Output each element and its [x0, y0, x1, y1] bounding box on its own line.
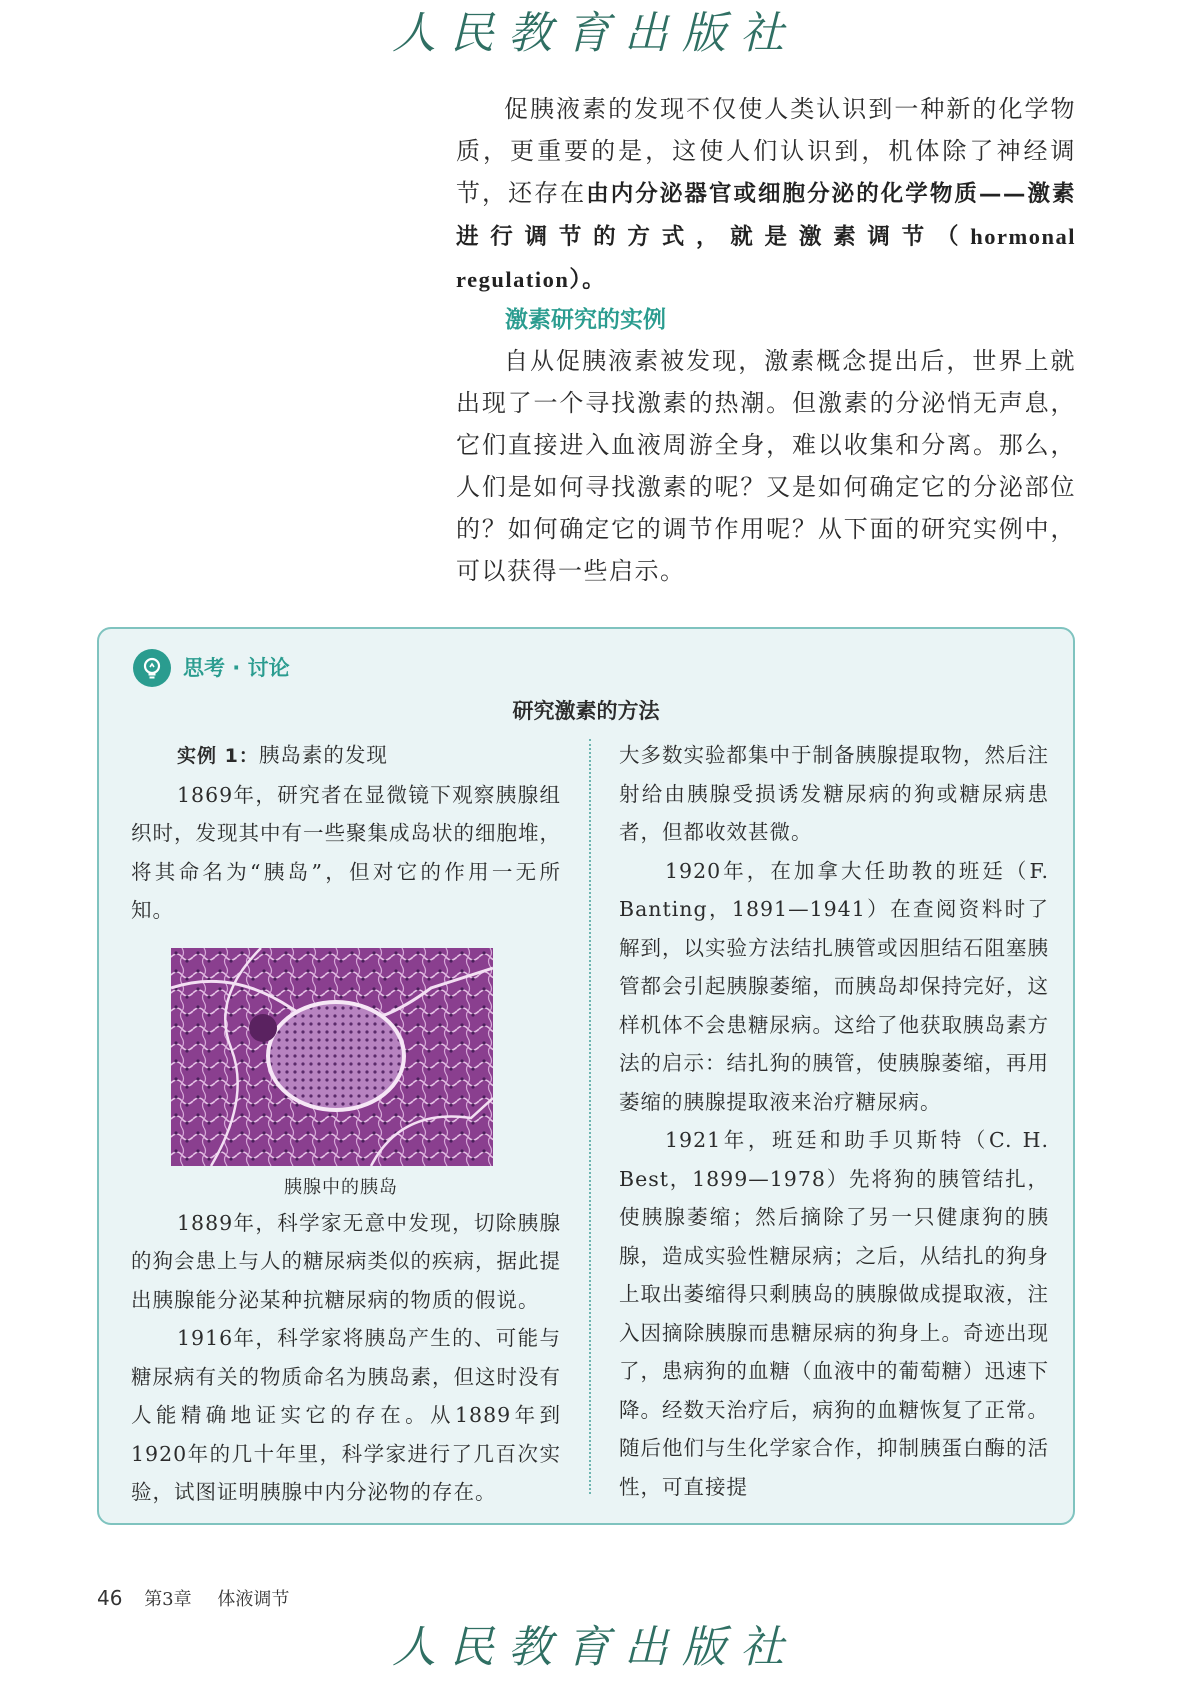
box-title: 研究激素的方法: [512, 699, 660, 723]
example-label: 实例 1：: [177, 745, 259, 767]
right-paragraph-2: 1921年，班廷和助手贝斯特（C. H. Best，1899—1978）先将狗的胰管结扎，使胰腺萎缩；然后摘除了另一只健康狗的胰腺，造成实验性糖尿病；之后，从结扎的狗身上取出萎缩得只剩胰岛的胰腺做成提取液，注入因摘除胰腺而患糖尿病的狗身上。奇迹出现了，患病狗的血糖（血液中的葡萄糖）迅速下降。经数天治疗后，病狗的血糖恢复了正常。随后他们与生化学家合作，抑制胰蛋白酶的活性，可直接提: [619, 1128, 1049, 1499]
intro-text-bold: 由内分泌器官或细胞分泌的化学物质——激素进行调节的方式，就是激素调节（: [456, 181, 1076, 250]
left-paragraph-2: 1889年，科学家无意中发现，切除胰腺的狗会患上与人的糖尿病类似的疾病，据此提出胰腺能分泌某种抗糖尿病的物质的假说。: [131, 1210, 561, 1312]
chapter-label: 第3章: [144, 1589, 192, 1610]
figure-caption: 胰腺中的胰岛: [284, 1176, 398, 1198]
left-paragraph-1: 1869年，研究者在显微镜下观察胰腺组织时，发现其中有一些聚集成岛状的细胞堆，将其命名为“胰岛”，但对它的作用一无所知。: [131, 782, 561, 922]
publisher-watermark-bottom: 人民教育出版社: [392, 1622, 798, 1673]
section-body: [456, 340, 1076, 592]
intro-paragraph: [456, 88, 1076, 301]
section-paragraph: 自从促胰液素被发现，激素概念提出后，世界上就出现了一个寻找激素的热潮。但激素的分泌悄无声息，它们直接进入血液周游全身，难以收集和分离。那么，人们是如何寻找激素的呢？又是如何确定它的分泌部位的？如何确定它的调节作用呢？从下面的研究实例中，可以获得一些启示。: [456, 347, 1076, 585]
think-discuss-box: [97, 627, 1075, 1525]
micrograph-image: [171, 948, 493, 1166]
chapter-title: 体液调节: [217, 1589, 290, 1610]
example-title: 胰岛素的发现: [258, 743, 388, 767]
right-paragraph-0: 大多数实验都集中于制备胰腺提取物，然后注射给由胰腺受损诱发糖尿病的狗或糖尿病患者，但都收效甚微。: [619, 743, 1049, 844]
left-paragraph-3: 1916年，科学家将胰岛产生的、可能与糖尿病有关的物质命名为胰岛素，但这时没有人能精确地证实它的存在。从1889年到1920年的几十年里，科学家进行了几百次实验，试图证明胰腺中内分泌物的存在。: [131, 1326, 561, 1504]
publisher-watermark-top: 人民教育出版社: [392, 8, 798, 59]
right-paragraph-1: 1920年，在加拿大任助教的班廷（F. Banting，1891—1941）在查阅资料时了解到，以实验方法结扎胰管或因胆结石阻塞胰管都会引起胰腺萎缩，而胰岛却保持完好，这样机体不会患糖尿病。这给了他获取胰岛素方法的启示：结扎狗的胰管，使胰腺萎缩，再用萎缩的胰腺提取液来治疗糖尿病。: [619, 858, 1049, 1114]
page-footer: [97, 1583, 289, 1615]
example-heading: [131, 736, 561, 776]
section-heading: 激素研究的实例: [505, 307, 666, 333]
box-left-column: [131, 736, 561, 1512]
box-right-column: [619, 736, 1049, 1506]
lightbulb-icon: [133, 649, 171, 687]
box-label: 思考 · 讨论: [183, 656, 290, 680]
intro-text-plain: 促胰液素的发现不仅使人类认识到一种新的化学物质，更重要的是，这使人们认识到，机体除了神经调节，还存在: [456, 95, 1076, 207]
column-divider: [589, 739, 591, 1494]
intro-term: hormonal regulation: [456, 224, 1076, 292]
intro-text-end: ）。: [569, 267, 607, 293]
page-number: 46: [97, 1586, 123, 1610]
